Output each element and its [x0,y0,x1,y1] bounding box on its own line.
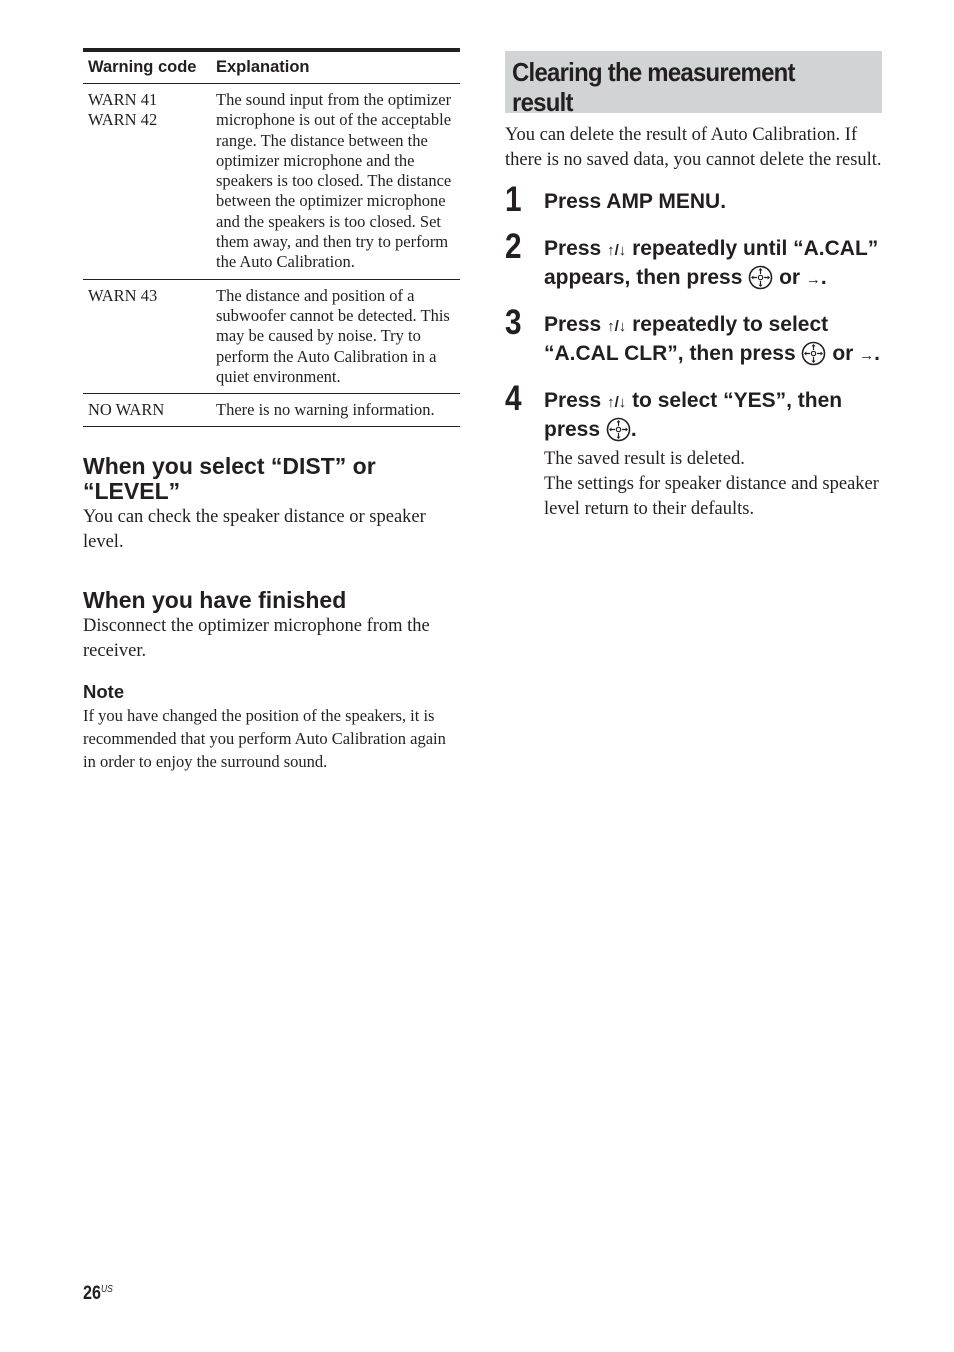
finished-text: Disconnect the optimizer microphone from the receiver. [83,616,430,662]
explanation-cell: The sound input from the optimizer microphone is out of the acceptable range. The distance between the optimizer microphone and the speakers is too closed. The distance between the optimizer microphone and the speakers is too closed. Set them away, and then try to perform the Auto Calibration. [211,84,460,280]
step-text-part: Press [544,236,608,260]
table-row [83,279,460,393]
step-text [544,235,882,294]
step-text-part: repeatedly to select “A.CAL CLR”, then press [544,312,829,365]
clearing-intro: You can delete the result of Auto Calibration. If there is no saved data, you cannot delete the result. [505,125,882,170]
page-number-suffix: US [100,1284,113,1295]
explanation-cell: The distance and position of a subwoofer cannot be detected. This may be caused by noise. Try to perform the Auto Calibration in a quiet environment. [211,279,460,393]
enter-button-icon [606,417,631,442]
warning-code: WARN 42 [88,110,158,130]
step-result-text: The settings for speaker distance and speaker level return to their defaults. [544,473,879,519]
right-column [505,51,882,522]
left-column [83,48,460,773]
table-row [83,394,460,427]
header-explanation: Explanation [211,50,460,84]
step-3 [505,302,882,370]
table-header-row [83,50,460,84]
warning-code-cell [83,84,211,280]
step-text-part: . [820,266,827,289]
warning-code: NO WARN [88,400,165,420]
step-2 [505,226,882,294]
step-text-part: repeatedly until “A.CAL” appears, then press [544,236,879,289]
step-number: 3 [505,302,522,342]
right-arrow-icon: → [859,347,875,364]
page-number [83,1283,113,1305]
step-text: Press AMP MENU. [544,190,727,213]
step-number: 1 [505,180,522,219]
clearing-heading-line: result [512,87,573,117]
step-text [544,311,882,370]
step-result-text: The saved result is deleted. [544,448,745,469]
step-text-part: Press [544,312,608,336]
warning-code: WARN 43 [88,285,158,305]
warning-code: WARN 41 [88,90,158,109]
right-arrow-icon: → [805,271,821,288]
clearing-heading [505,51,882,117]
dist-level-text: You can check the speaker distance or speaker level. [83,507,426,553]
up-down-arrow-icon: ↑/↓ [607,393,627,411]
step-text-part: . [630,418,637,441]
enter-button-icon [801,341,826,366]
enter-button-icon [748,265,773,290]
step-text-part: Press [544,388,608,412]
step-number: 2 [505,226,522,266]
up-down-arrow-icon: ↑/↓ [607,317,627,335]
step-number: 4 [505,378,522,418]
warning-code-cell [83,394,211,427]
up-down-arrow-icon: ↑/↓ [607,241,627,259]
explanation-cell: There is no warning information. [211,394,460,427]
warning-code-cell [83,279,211,393]
step-text [544,387,882,444]
step-4 [505,378,882,522]
step-text-part: or [773,266,806,289]
dist-level-heading: When you select “DIST” or “LEVEL” [83,453,376,505]
note-text: If you have changed the position of the speakers, it is recommended that you perform Auto Calibration again in order to enjoy the surround sound. [83,706,446,772]
header-warning-code: Warning code [83,50,211,84]
clearing-heading-line: Clearing the measurement [512,57,795,87]
step-text-part: to select “YES”, then press [544,388,843,441]
step-text-part: or [826,342,860,365]
finished-heading: When you have finished [83,587,347,614]
step-1 [505,180,882,219]
table-row [83,84,460,280]
warning-table [83,48,460,427]
note-title: Note [83,681,125,703]
page-number-value: 26 [83,1283,101,1304]
step-text-part: . [874,342,880,365]
